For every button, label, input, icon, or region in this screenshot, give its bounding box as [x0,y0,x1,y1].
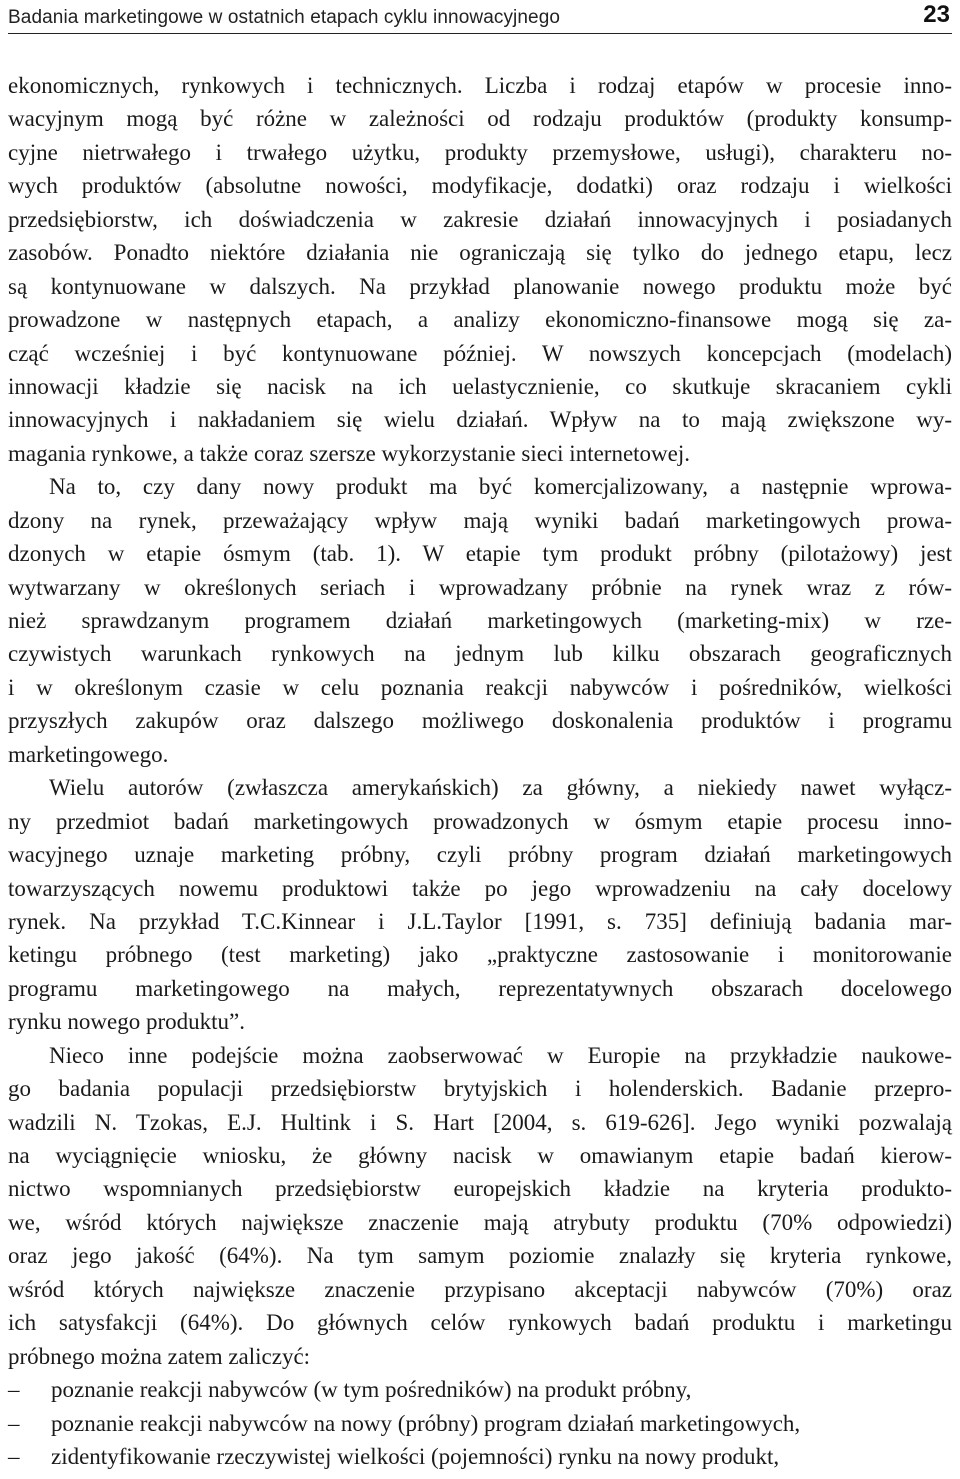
text-line: na wyciągnięcie wniosku, że główny nacisk w omawianym etapie badań kierow- [8,1143,952,1168]
text-line: wadzili N. Tzokas, E.J. Hultink i S. Hart [2004, s. 619-626]. Jego wyniki pozwalają [8,1109,952,1135]
text-line: innowacyjnych i nakładaniem się wielu działań. Wpływ na to mają zwiększone wy- [8,407,952,433]
text-line: wśród których największe znaczenie przypisano akceptacji nabywców (70%) oraz [8,1276,952,1302]
text-line: ich satysfakcji (64%). Do głównych celów rynkowych badań produktu i marketingu [8,1310,952,1336]
text-line: innowacji kładzie się nacisk na ich uelastycznienie, co skutkuje skracaniem cykli [8,373,952,399]
text-line: dzonych w etapie ósmym (tab. 1). W etapie tym produkt próbny (pilotażowy) jest [8,541,952,567]
text-line: cyjne nietrwałego i trwałego użytku, produkty przemysłowe, usługi), charakteru no- [8,139,952,165]
text-line: są kontynuowane w dalszych. Na przykład planowanie nowego produktu może być [8,273,952,299]
text-line: wych produktów (absolutne nowości, modyfikacje, dodatki) oraz rodzaju i wielkości [8,173,952,199]
text-line: magania rynkowe, a także coraz szersze wykorzystanie sieci internetowej. [8,440,691,466]
list-item-text: poznanie reakcji nabywców na nowy (próbny) program działań marketingowych, [51,1410,801,1436]
list-marker: – [8,1377,20,1403]
list-marker: – [8,1443,20,1469]
body-text [8,69,952,1473]
text-line: czywistych warunkach rynkowych na jednym lub kilku obszarach geograficznych [8,641,952,667]
text-line: oraz jego jakość (64%). Na tym samym poziomie znalazły się kryteria rynkowe, [8,1243,952,1269]
text-line: go badania populacji przedsiębiorstw brytyjskich i holenderskich. Badanie przepro- [8,1076,952,1102]
text-line: marketingowego. [8,741,169,767]
running-header [8,0,952,34]
text-line: towarzyszących nowemu produktowi także po jego wprowadzeniu na cały docelowy [8,875,952,901]
text-line: ketingu próbnego (test marketing) jako „praktyczne zastosowanie i monitorowanie [8,942,952,968]
text-line: cząć wcześniej i być kontynuowane później. W nowszych koncepcjach (modelach) [8,340,952,366]
paragraph-first-line: Wielu autorów (zwłaszcza amerykańskich) za główny, a niekiedy nawet wyłącz- [49,775,952,801]
text-line: ny przedmiot badań marketingowych prowadzonych w ósmym etapie procesu inno- [8,808,952,834]
text-line: próbnego można zatem zaliczyć: [8,1343,311,1369]
text-line: we, wśród których największe znaczenie mają atrybuty produktu (70% odpowiedzi) [8,1209,952,1235]
list-item [8,1373,952,1406]
text-line: ekonomicznych, rynkowych i technicznych. Liczba i rodzaj etapów w procesie inno- [8,73,952,98]
text-line: rynek. Na przykład T.C.Kinnear i J.L.Taylor [1991, s. 735] definiują badania mar- [8,908,952,934]
list-item-text: zidentyfikowanie rzeczywistej wielkości (pojemności) rynku na nowy produkt, [51,1443,780,1469]
text-line: dzony na rynek, przeważający wpływ mają wyniki badań marketingowych prowa- [8,507,952,533]
text-line: wytwarzany w określonych seriach i wprowadzany próbnie na rynek wraz z rów- [8,574,952,600]
text-line: wacyjnym mogą być różne w zależności od rodzaju produktów (produkty konsump- [8,106,952,132]
paragraph-first-line: Na to, czy dany nowy produkt ma być komercjalizowany, a następnie wprowa- [49,474,952,500]
text-line: i w określonym czasie w celu poznania reakcji nabywców i pośredników, wielkości [8,674,952,700]
text-line: programu marketingowego na małych, reprezentatywnych obszarach docelowego [8,975,952,1001]
text-line: przyszłych zakupów oraz dalszego możliwego doskonalenia produktów i programu [8,708,952,734]
list-item [8,1407,952,1440]
paragraph-first-line: Nieco inne podejście można zaobserwować w Europie na przykładzie naukowe- [49,1042,952,1068]
text-line: przedsiębiorstw, ich doświadczenia w zakresie działań innowacyjnych i posiadanych [8,206,952,232]
text-line: nictwo wspomnianych przedsiębiorstw europejskich kładzie na kryteria produkto- [8,1176,952,1202]
running-title: Badania marketingowe w ostatnich etapach cyklu innowacyjnego [8,7,561,28]
page-number: 23 [923,1,950,28]
text-line: nież sprawdzanym programem działań marketingowych (marketing-mix) w rze- [8,608,952,633]
text-line: zasobów. Ponadto niektóre działania nie ograniczają się tylko do jednego etapu, lecz [8,240,952,266]
list-item [8,1440,952,1473]
text-line: wacyjnego uznaje marketing próbny, czyli próbny program działań marketingowych [8,842,952,868]
text-line: rynku nowego produktu”. [8,1009,245,1035]
list-marker: – [8,1410,20,1436]
text-line: prowadzone w następnych etapach, a analizy ekonomiczno-finansowe mogą się za- [8,307,952,333]
list-item-text: poznanie reakcji nabywców (w tym pośredników) na produkt próbny, [51,1377,692,1403]
